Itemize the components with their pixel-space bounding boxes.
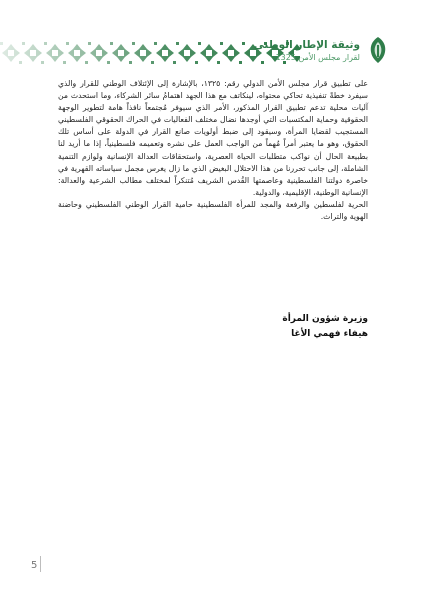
body-text [58,78,368,223]
footer-rule [40,556,41,572]
page-header [0,34,424,68]
document-title: وثيقة الإطار الوطني [253,39,360,51]
paragraph: الحرية لفلسطين والرفعة والمجد للمرأة الفلسطينية حامية القرار الوطني الفلسطيني وحاضنة الهوية والتراث. [58,199,368,222]
page-number: 5 [31,560,38,571]
header-titles [254,39,360,63]
signature-role: وزيرة شؤون المرأة [282,314,368,324]
signature-name: هيفاء فهمي الأغا [291,329,368,339]
paragraph: على تطبيق قرار مجلس الأمن الدولي رقم: ١٣٢٥، بالإشارة إلى الإئتلاف الوطني للقرار والذي سيفرد خطةً تنفيذية تحاكي محتواه، لينكاتف مع هذا الجهد اهتمامُ سائر الشركاء، وما استحدث من آليات محلية تدعم تطبيق القرار المذكور، الأمر الذي سيوفر مُجتمعاً نافذاً هامة لتطوير الوجهة الحقوقية وحماية المكتسبات التي أوجدها نضال مختلف الفعاليات في الحراك الحقوقي الفلسطيني المستجيب لقضايا المرأة، وسيقود إلى ضبط أولويات صانع القرار في الدولة على أساس تلك الحقوق، وهو ما يعتبر أمراً مُهماً من الواجب العمل على نشره وتعميمه فلسطينياً، إذا ما أريد لنا بطبيعة الحال أن نواكب متطلبات الحياة العصرية، واستحقاقات العدالة الإنسانية ولوازم التنمية الشاملة، إلى جانب تحررنا من هذا الاحتلال البغيض الذي ما زال يغرس مجمل سياساته القهرية في خاصرة دولتنا الفلسطينية وعاصمتها القُدس الشريف مُتنكراً لمختلف مطالب الشرعية والعدالة: الإنسانية الوطنية، الإقليمية، والدولية. [58,79,368,197]
emblem-icon [366,36,390,64]
document-subtitle: لقرار مجلس الأمن 1325 [275,53,360,62]
signature-block [282,312,368,342]
